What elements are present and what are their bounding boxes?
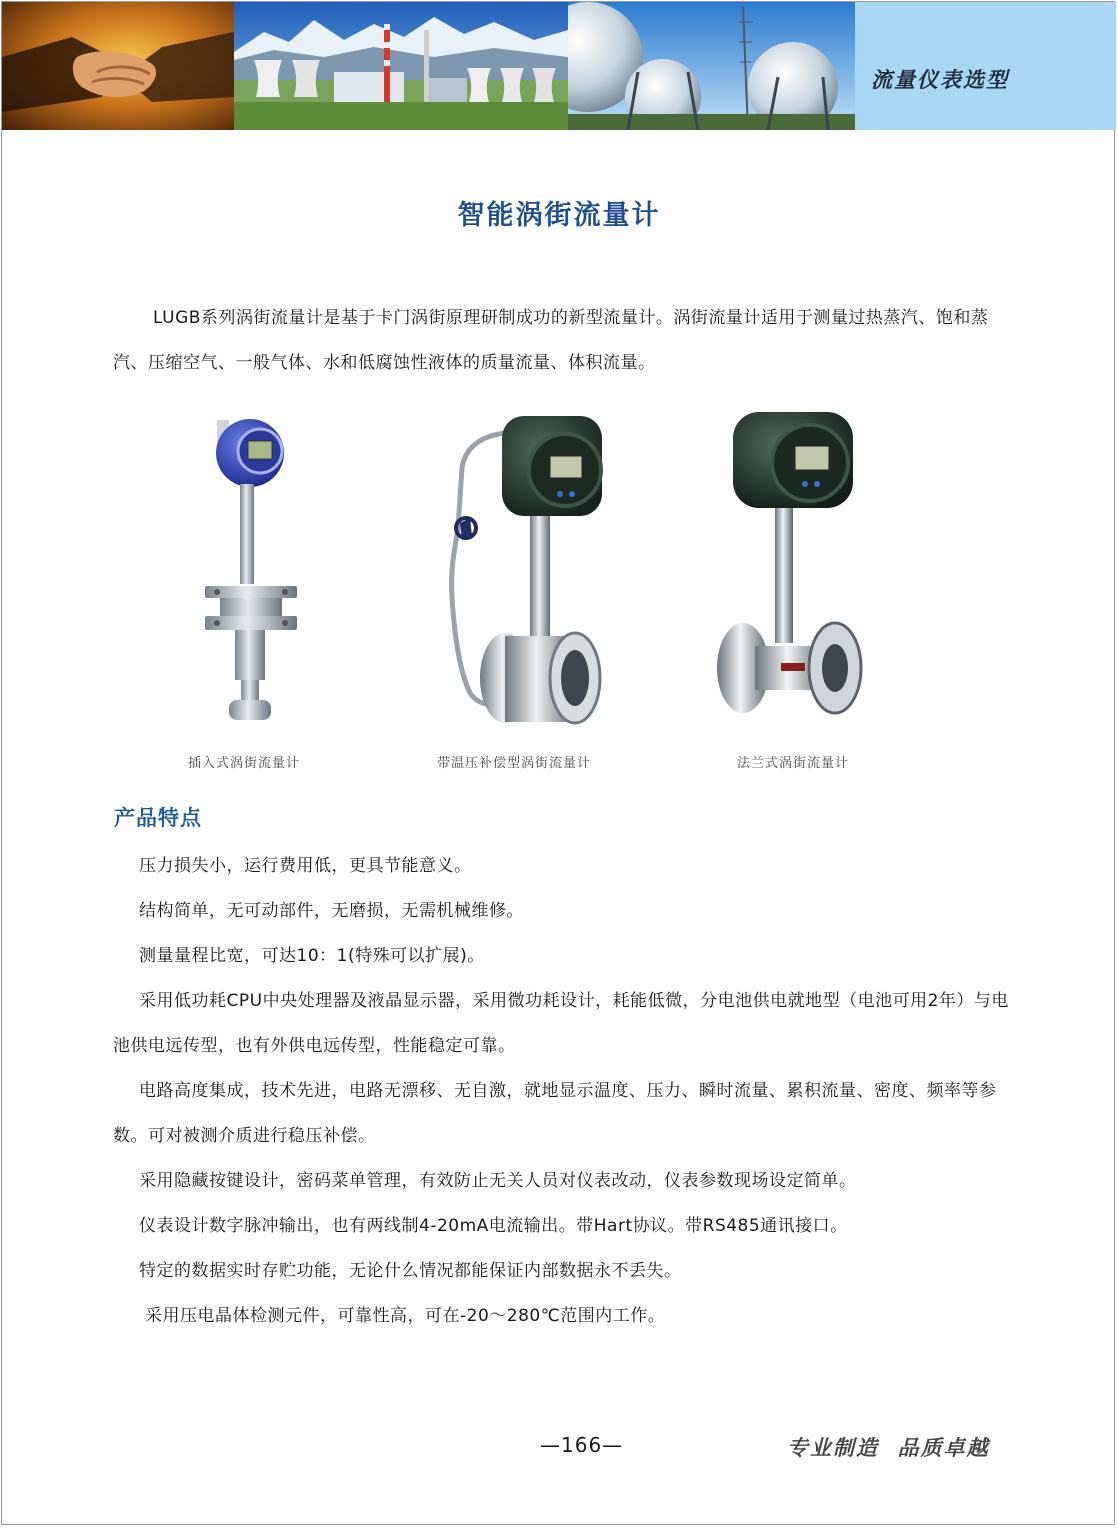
intro-paragraph: LUGB系列涡街流量计是基于卡门涡街原理研制成功的新型流量计。涡街流量计适用于测量过热蒸汽、饱和蒸汽、压缩空气、一般气体、水和低腐蚀性液体的质量流量、体积流量。: [113, 308, 989, 373]
product-image-compensated: [440, 408, 615, 738]
footer-slogan: 专业制造 品质卓越: [787, 1436, 990, 1460]
handshake-photo: [2, 2, 234, 130]
page-number: —166—: [540, 1433, 624, 1457]
product-caption: 插入式涡街流量计: [188, 756, 301, 771]
feature-list: [113, 844, 1018, 1339]
feature-item: 结构简单，无可动部件，无磨损，无需机械维修。: [139, 901, 524, 921]
feature-item: 压力损失小，运行费用低，更具节能意义。: [139, 856, 472, 876]
storage-tanks-photo: [568, 2, 855, 130]
product-image-insertion: [195, 408, 305, 738]
page-title: 智能涡街流量计: [457, 200, 661, 231]
banner-title-panel: [855, 2, 1116, 130]
product-caption: 带温压补偿型涡街流量计: [437, 756, 592, 771]
feature-item: 电路高度集成，技术先进，电路无漂移、无自激，就地显示温度、压力、瞬时流量、累积流量、密度、频率等参数。可对被测介质进行稳压补偿。: [113, 1081, 997, 1146]
feature-item: 采用低功耗CPU中央处理器及液晶显示器，采用微功耗设计，耗能低微，分电池供电就地型（电池可用2年）与电池供电远传型，也有外供电远传型，性能稳定可靠。: [113, 991, 1009, 1056]
feature-item: 采用压电晶体检测元件，可靠性高，可在-20～280℃范围内工作。: [145, 1306, 666, 1326]
power-plant-photo: [234, 2, 568, 130]
feature-item: 仪表设计数字脉冲输出，也有两线制4-20mA电流输出。带Hart协议。带RS485通讯接口。: [139, 1216, 848, 1236]
features-heading: 产品特点: [114, 806, 202, 830]
product-image-flange: [715, 408, 865, 738]
feature-item: 特定的数据实时存贮功能，无论什么情况都能保证内部数据永不丢失。: [139, 1261, 682, 1281]
product-caption: 法兰式涡街流量计: [737, 756, 850, 771]
header-banner: [2, 2, 1116, 130]
feature-item: 测量量程比宽，可达10：1(特殊可以扩展)。: [139, 946, 485, 966]
feature-item: 采用隐藏按键设计，密码菜单管理，有效防止无关人员对仪表改动，仪表参数现场设定简单。: [139, 1171, 857, 1191]
section-title: 流量仪表选型: [871, 68, 1009, 92]
